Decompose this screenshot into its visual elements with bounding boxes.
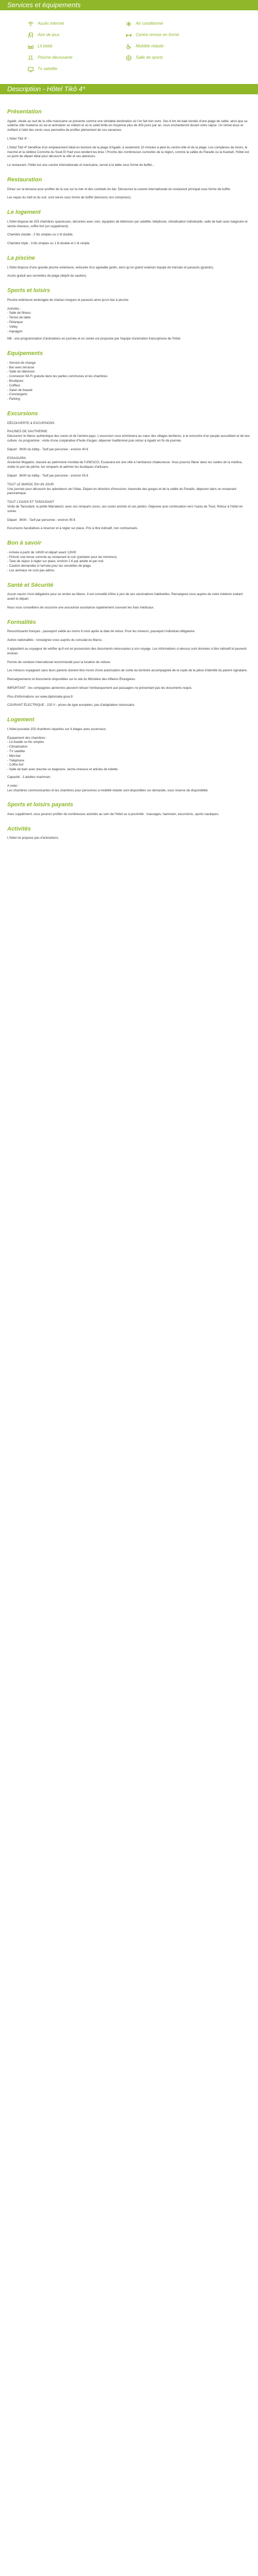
paragraph: Le restaurant, l'hôtel est une cuisine internationale et marocaine, servie à la table sous forme de buffet... bbox=[7, 163, 155, 167]
section-heading-logement-2: Logement bbox=[7, 717, 35, 723]
section-heading-piscine: La piscine bbox=[7, 255, 35, 261]
paragraph: ESSAOUIRA bbox=[7, 456, 26, 460]
services-section bbox=[0, 11, 258, 77]
list-item: - Conciergerie bbox=[7, 393, 27, 397]
paragraph: Agadir, située au sud de la côte marocaine se présente comme une véritable destination où l'on fait bon vivre. Ses 6 km de baie bordés d'une plage de sable, ainsi que sa sublime ville moderne où vie et animation se mêlent et où le soleil brille en moyenne plus de 300 jours par an, vous enchanteront durant votre séjour. Un climat doux et vivifiant à l'abri des vents vous permettra de profiter pleinement de vos vacances. bbox=[7, 119, 248, 132]
paragraph: - Service de change bbox=[7, 361, 36, 365]
paragraph: NB : une programmation d'animations en journée et en soirée est proposée par l'équipe d'animation francophone de l'hôtel. bbox=[7, 337, 182, 341]
paragraph: - Salle de télévision bbox=[7, 370, 35, 374]
paragraph: Visite de Taroudant, la petite Marrakech, avec ses remparts ocres, ses souks animés et ses jardins. Déjeuner puis continuation vers l'oasis de Tiout. Retour à l'hôtel en soirée. bbox=[7, 504, 243, 513]
paragraph: Avec supplément, vous pourrez profiter de nombreuses activités au sein de l'hôtel ou à proximité : massages, hammam, excursions, sports nautiques. bbox=[7, 812, 219, 817]
service-item bbox=[126, 20, 214, 27]
section-heading-excursions: Excursions bbox=[7, 410, 38, 417]
services-title: Services et équipements bbox=[7, 1, 81, 9]
list-item: - Mini-bar bbox=[7, 754, 21, 758]
dumbbell-icon bbox=[126, 32, 132, 38]
paragraph: Renseignements et documents disponibles sur le site du Ministère des Affaires Étrangères. bbox=[7, 677, 136, 682]
list-item: - Parking bbox=[7, 397, 20, 401]
crib-icon bbox=[28, 44, 34, 49]
paragraph: L'hôtel Tikô 4* : bbox=[7, 137, 29, 141]
list-item: - Boutiques bbox=[7, 379, 24, 383]
paragraph: Autres nationalités : renseignez-vous auprès du consulat du Maroc. bbox=[7, 638, 103, 642]
playground-icon bbox=[28, 32, 34, 38]
service-label: Accès Internet bbox=[38, 21, 64, 26]
paragraph: Départ : 8h00 - Tarif par personne : environ 45 € bbox=[7, 518, 75, 522]
paragraph: Chambre double : 2 lits simples ou 1 lit double. bbox=[7, 233, 74, 237]
service-label: Mobilité réduite bbox=[136, 44, 164, 49]
service-label: Salle de sports bbox=[136, 55, 163, 60]
list-item: - Tennis de table bbox=[7, 316, 31, 320]
description-title: Description - Hôtel Tikô 4* bbox=[7, 85, 85, 93]
description-banner bbox=[0, 84, 258, 95]
paragraph: L'hôtel dispose d'une grande piscine extérieure, entourée d'un agréable jardin, ainsi qu'un grand solarium équipé de transats et parasols (gratuits). bbox=[7, 265, 214, 269]
paragraph: Ancienne Mogador, classée au patrimoine mondial de l'UNESCO, Essaouira est une ville à l'ambiance chaleureuse. Vous pourrez flâner dans les ruelles de la médina, visiter le port de pêche, les remparts et admirer les boutiques d'artisans. bbox=[7, 461, 243, 469]
wheelchair-icon bbox=[126, 44, 132, 49]
service-label: Air conditionné bbox=[136, 21, 163, 26]
paragraph: DÉCOUVERTE & EXCURSIONS bbox=[7, 421, 55, 425]
service-label: Aire de jeux bbox=[38, 32, 60, 38]
paragraph: - Les animaux ne sont pas admis. bbox=[7, 568, 55, 572]
paragraph: Excursions facultatives à réserver et à régler sur place. Prix à titre indicatif, non contractuels. bbox=[7, 527, 138, 531]
service-item bbox=[28, 31, 116, 39]
list-item: - Lit double ou lits simples bbox=[7, 740, 44, 744]
paragraph: COURANT ÉLECTRIQUE : 220 V - prises de type européen, pas d'adaptateur nécessaire. bbox=[7, 703, 135, 707]
list-item: - Coffre-fort bbox=[7, 763, 24, 767]
paragraph: Équipement des chambres : bbox=[7, 736, 47, 740]
list-item: - Volley bbox=[7, 325, 18, 329]
paragraph: L'hôtel Tikô 4* bénéficie d'un emplacement idéal en bordure de la plage d'Agadir, à seulement 10 minutes à pied du centre-ville et de la plage. Les complexes de loisirs, le marché et la célèbre Corniche du Souk El Had vous tendent les bras ! Proche des nombreuses curiosités de la région, comme la vallée du Paradis ou la Kasbah, l'hôtel est un point de départ idéal pour découvrir la ville et ses alentours. bbox=[7, 145, 249, 159]
paragraph: - Connexion Wi-Fi gratuite dans les parties communes et les chambres bbox=[7, 375, 108, 379]
services-grid bbox=[28, 20, 214, 73]
paragraph: L'hôtel dispose de 203 chambres spacieuses, décorées avec soin, équipées de télévision par satellite, téléphone, climatisation individuelle, salle de bain avec baignoire et sèche-cheveux, coffre-fort (en supplément). bbox=[7, 219, 248, 228]
snowflake-icon bbox=[126, 21, 132, 27]
service-item bbox=[126, 54, 214, 61]
paragraph: Permis de conduire international recommandé pour la location de voiture. bbox=[7, 660, 111, 664]
paragraph: Accès gratuit aux serviettes de plage (dépôt de caution). bbox=[7, 274, 87, 278]
section-heading-sports: Sports et loisirs bbox=[7, 287, 51, 294]
paragraph: Il appartient au voyageur de vérifier qu'il est en possession des documents nécessaires à son voyage. Les informations ci-dessus sont données à titre indicatif et peuvent évoluer. bbox=[7, 647, 247, 655]
section-heading-activites: Activités bbox=[7, 825, 31, 832]
tv-icon bbox=[28, 66, 34, 72]
paragraph: L'hôtel possède 203 chambres réparties sur 4 étages avec ascenseur. bbox=[7, 727, 107, 731]
list-item: - Climatisation bbox=[7, 745, 28, 749]
section-heading-restauration: Restauration bbox=[7, 176, 42, 183]
services-banner bbox=[0, 0, 258, 11]
paragraph: Activités : bbox=[7, 307, 21, 311]
pool-icon bbox=[28, 55, 34, 61]
paragraph: RACINES DE SAUTHERNE bbox=[7, 430, 47, 434]
list-item: - Téléphone bbox=[7, 758, 24, 762]
list-item: - TV satellite bbox=[7, 750, 25, 754]
paragraph: L'hôtel ne propose pas d'animations. bbox=[7, 836, 59, 840]
paragraph: Chambre triple : 3 lits simples ou 1 lit double et 1 lit simple. bbox=[7, 242, 90, 246]
section-heading-equipements: Equipements bbox=[7, 350, 43, 357]
paragraph: Dînez sur la terrasse pour profiter de la vue sur la mer et des cocktails du bar. Découvrez la cuisine internationale du restaurant principal sous forme de buffet. bbox=[7, 187, 231, 191]
service-label: Piscine découverte bbox=[38, 55, 73, 60]
paragraph: - Caution demandée à l'arrivée pour les serviettes de plage. bbox=[7, 564, 92, 568]
paragraph: Départ : 9h00 du lobby - Tarif par personne : environ 40 € bbox=[7, 447, 89, 451]
service-item bbox=[126, 31, 214, 39]
paragraph: Les mineurs voyageant sans leurs parents doivent être munis d'une autorisation de sortie du territoire accompagnée de la copie de la pièce d'identité du parent signataire. bbox=[7, 669, 248, 673]
paragraph: Nous vous conseillons de souscrire une assurance assistance rapatriement couvrant les frais médicaux. bbox=[7, 605, 155, 609]
paragraph: - Arrivée à partir de 14h00 et départ avant 12h00 bbox=[7, 550, 76, 554]
list-item: - Salon de beauté bbox=[7, 388, 33, 392]
section-heading-sante: Santé et Sécurité bbox=[7, 582, 54, 588]
section-heading-formalites: Formalités bbox=[7, 619, 36, 625]
paragraph: Départ : 8h00 du lobby - Tarif par personne : environ 55 € bbox=[7, 473, 89, 478]
section-heading-sports-payants: Sports et loisirs payants bbox=[7, 802, 73, 808]
service-label: Tv satellite bbox=[38, 66, 58, 72]
paragraph: Plus d'informations sur www.diplomatie.gouv.fr bbox=[7, 694, 73, 699]
list-item: - Aquagym bbox=[7, 329, 23, 333]
paragraph: - Prévoir une tenue correcte au restaurant le soir (pantalon pour les hommes). bbox=[7, 555, 118, 559]
service-item bbox=[28, 54, 116, 61]
service-item bbox=[28, 20, 116, 27]
paragraph: Les repas du midi et du soir, sont servis sous forme de buffet (boissons non comprises). bbox=[7, 196, 132, 200]
paragraph: IMPORTANT : les compagnies aériennes peuvent refuser l'embarquement aux passagers ne présentant pas les documents requis. bbox=[7, 686, 192, 690]
section-heading-logement: Le logement bbox=[7, 209, 41, 216]
paragraph: Les chambres communicantes et les chambres pour personnes à mobilité réduite sont disponibles sur demande, sous réserve de disponibilité. bbox=[7, 788, 209, 792]
paragraph: Une journée pour découvrir les splendeurs de l'Atlas. Départ en direction d'Imouzzer, traversée des gorges et de la vallée du Paradis, déjeuner dans un restaurant panoramique. bbox=[7, 487, 236, 496]
paragraph: Découvrez le Maroc authentique des souks et de l'arrière-pays. L'excursion vous emmènera au cœur des villages berbères, à la rencontre d'un peuple accueillant et de leur culture. Au programme : visite d'une coopérative d'huile d'argan, déjeuner traditionnel puis retour à Agadir en fin de journée. bbox=[7, 434, 250, 443]
paragraph: Capacité : 3 adultes maximum. bbox=[7, 775, 51, 779]
service-item bbox=[28, 43, 116, 50]
list-item: - Salle de bain avec douche ou baignoire, sèche-cheveux et articles de toilette bbox=[7, 768, 118, 772]
service-item bbox=[126, 43, 214, 50]
service-item bbox=[28, 65, 116, 73]
list-item: - Coiffeur bbox=[7, 383, 21, 387]
paragraph: TOUT LE MAROC EN UN JOUR bbox=[7, 482, 54, 486]
section-heading-presentation: Présentation bbox=[7, 109, 42, 115]
paragraph: Piscine extérieure aménagée de chaises longues et parasols ainsi qu'un bar à piscine. bbox=[7, 298, 130, 302]
list-item: - Pétanque bbox=[7, 320, 23, 324]
paragraph: Ressortissants français : passeport valide au moins 6 mois après la date de retour. Pour les mineurs, passeport individuel obligatoire. bbox=[7, 630, 196, 634]
wifi-icon bbox=[28, 21, 34, 27]
sport-icon bbox=[126, 55, 132, 61]
paragraph: - Bar avec terrasse bbox=[7, 365, 35, 369]
service-label: Centre remise en forme bbox=[136, 32, 180, 38]
list-item: - Salle de fitness bbox=[7, 311, 31, 315]
service-label: Lit bébé bbox=[38, 44, 53, 49]
page bbox=[0, 0, 258, 860]
paragraph: - Taxe de séjour à régler sur place, environ 2 € par adulte et par nuit. bbox=[7, 560, 104, 564]
paragraph: Aucun vaccin n'est obligatoire pour se rendre au Maroc. Il est conseillé d'être à jour de ses vaccinations habituelles. Renseignez-vous auprès de votre médecin traitant avant le départ. bbox=[7, 592, 243, 601]
paragraph: A noter : bbox=[7, 784, 20, 788]
description-content bbox=[0, 95, 258, 860]
paragraph: TOUT L'OASIS ET TAROUDANT bbox=[7, 500, 55, 504]
section-heading-bon-a-savoir: Bon à savoir bbox=[7, 540, 42, 547]
